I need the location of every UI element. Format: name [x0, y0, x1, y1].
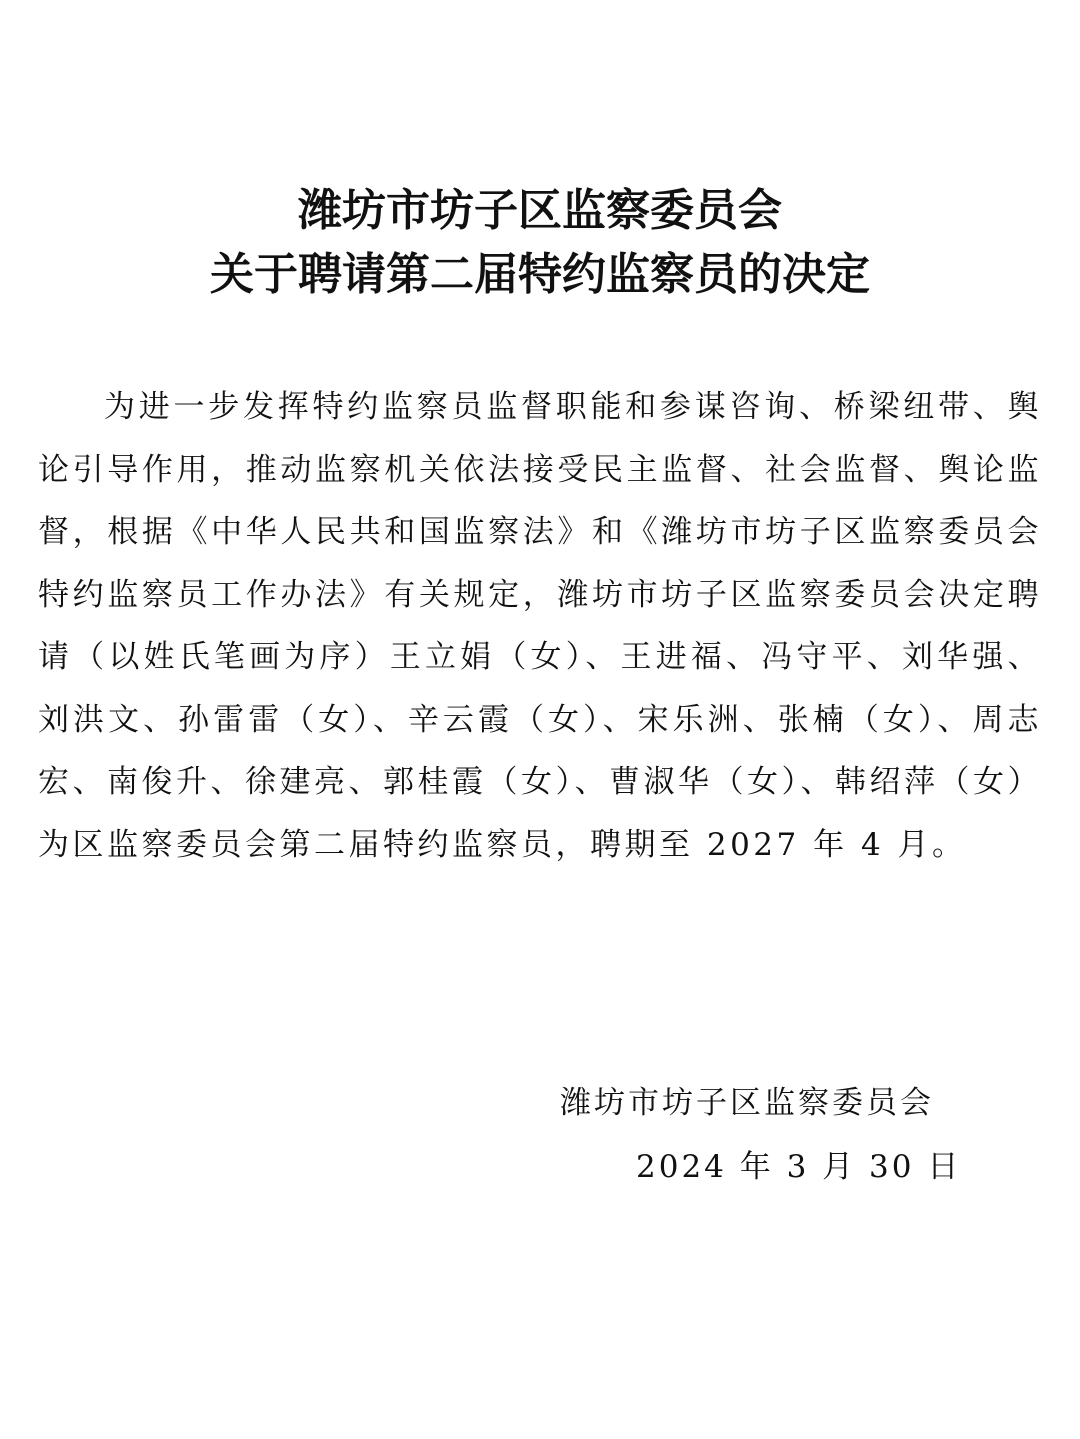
document-body: 为进一步发挥特约监察员监督职能和参谋咨询、桥梁纽带、舆论引导作用，推动监察机关依法接受民主监督、社会监督、舆论监督，根据《中华人民共和国监察法》和《潍坊市坊子区监察委员会特约监察员工作办法》有关规定，潍坊市坊子区监察委员会决定聘请（以姓氏笔画为序）王立娟（女）、王进福、冯守平、刘华强、刘洪文、孙雷雷（女）、辛云霞（女）、宋乐洲、张楠（女）、周志宏、南俊升、徐建亮、郭桂霞（女）、曹淑华（女）、韩绍萍（女）为区监察委员会第二届特约监察员，聘期至 2027 年 4 月。	[38, 389, 1042, 863]
document-title-line2: 关于聘请第二届特约监察员的决定	[210, 249, 870, 300]
signature-organization: 潍坊市坊子区监察委员会	[560, 1085, 934, 1121]
document-title-line1: 潍坊市坊子区监察委员会	[298, 185, 782, 236]
signature-date: 2024 年 3 月 30 日	[636, 1149, 962, 1185]
